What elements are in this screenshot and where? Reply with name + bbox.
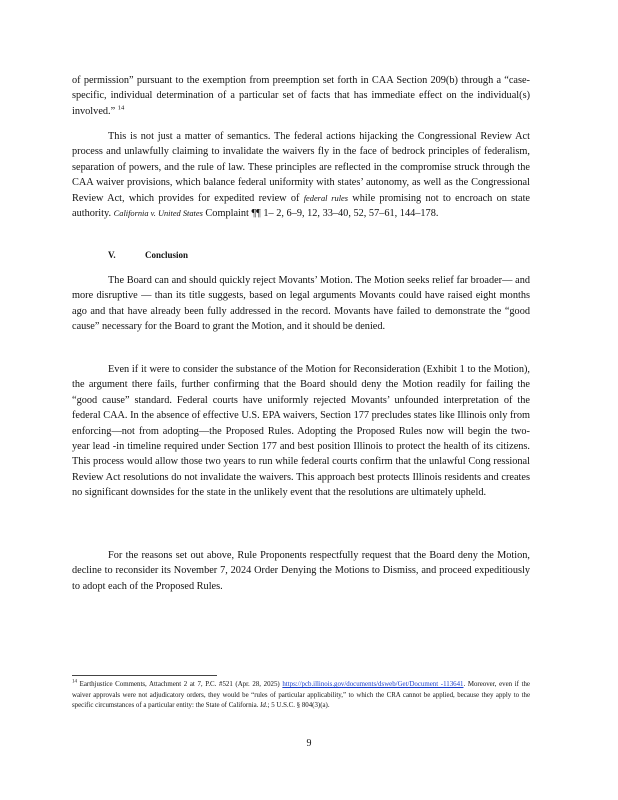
paragraph-conclusion [72, 273, 530, 335]
paragraph-semantics-text: This is not just a matter of semantics. The federal actions hijacking the Congressional Review Act process and unlawfully claiming to invalidate the waivers fly in the face of bedrock principles of federalism, separation of powers, and the rule of law. These principles are reflected in the compromise struck through the CAA waiver provisions, which balance federal uniformity with states’ autonomy, as well as the Congressional Review Act, which provides for expedited review of [72, 131, 530, 204]
paragraph-semantics [72, 129, 530, 221]
paragraph-permission [72, 73, 530, 119]
paragraph-semantics-text-2: while promising not to encroach on state authority. [72, 192, 531, 220]
page-number: 9 [306, 738, 312, 749]
footnote-text-3: .; 5 U.S.C. § 804(3)(a). [265, 702, 330, 710]
case-citation: California v. United States [113, 209, 203, 219]
footnote-link[interactable]: https://pcb.illinois.gov/documents/dsweb/Get/Document -113641 [282, 681, 464, 688]
federal-rules-italic: federal rules [303, 193, 348, 203]
paragraph-request [72, 548, 530, 594]
footnote-text: Earthjustice Comments, Attachment 2 at 7, P.C. #521 (Apr. 28, 2025) [79, 681, 280, 688]
paragraph-request-text: For the reasons set out above, Rule Proponents respectfully request that the Board deny the Motion, decline to reconsider its November 7, 2024 Order Denying the Motions to Dismiss, and proceed expeditiously to adopt each of the Proposed Rules. [72, 550, 530, 592]
footnote-reference[interactable]: 14 [117, 104, 125, 112]
paragraph-reconsideration [72, 362, 530, 501]
paragraph-conclusion-text: The Board can and should quickly reject Movants’ Motion. The Motion seeks relief far broader— and more disruptive — than its title suggests, based on legal arguments Movants could have raised eight months ago and that have already been fully addressed in the record. Movants have failed to demonstrate the “good cause” necessary for the Board to grant the Motion, and it should be denied. [72, 275, 530, 333]
footnote-marker: 14 [72, 679, 77, 685]
footnote-text-2: . Moreover, even if the waiver approvals were not adjudicatory orders, they would be “rules of particular applicability,” to which the CRA cannot be applied, because they apply to the specific circumstances of a particular entity: the State of California. [72, 681, 530, 710]
footnote-id-italic: Id [260, 702, 266, 710]
section-heading [108, 250, 188, 260]
section-number: V. [108, 250, 116, 260]
section-title: Conclusion [145, 250, 189, 260]
footnote-divider [72, 675, 217, 676]
paragraph-reconsideration-text: Even if it were to consider the substance of the Motion for Reconsideration (Exhibit 1 to the Motion), the argument there fails, further confirming that the Board should deny the Motion readily for failing the “good cause” standard. Federal courts have uniformly rejected Movants’ unfounded interpretation of the federal CAA. In the absence of effective U.S. EPA waivers, Section 177 precludes states like Illinois only from enforcing—not from adopting—the Proposed Rules. Adopting the Proposed Rules now will begin the two- year lead -in timeline required under Section 177 and best position Illinois to protect the health of its citizens. This process would allow those two years to run while federal courts confirm that the unlawful Cong ressional Review Act resolutions do not invalidate the waivers. This approach best protects Illinois residents and creates no significant downsides for the state in the unlikely event that the resolutions are ultimately upheld. [72, 364, 530, 499]
paragraph-permission-text: of permission” pursuant to the exemption from preemption set forth in CAA Section 209(b) through a “case- specific, individual determination of a particular set of facts that has immediate effect on the individual(s) involved.” [72, 75, 530, 117]
paragraph-semantics-text-3: Complaint ¶¶ 1– 2, 6–9, 12, 33–40, 52, 57–61, 144–178. [205, 208, 439, 220]
footnote [72, 680, 530, 712]
